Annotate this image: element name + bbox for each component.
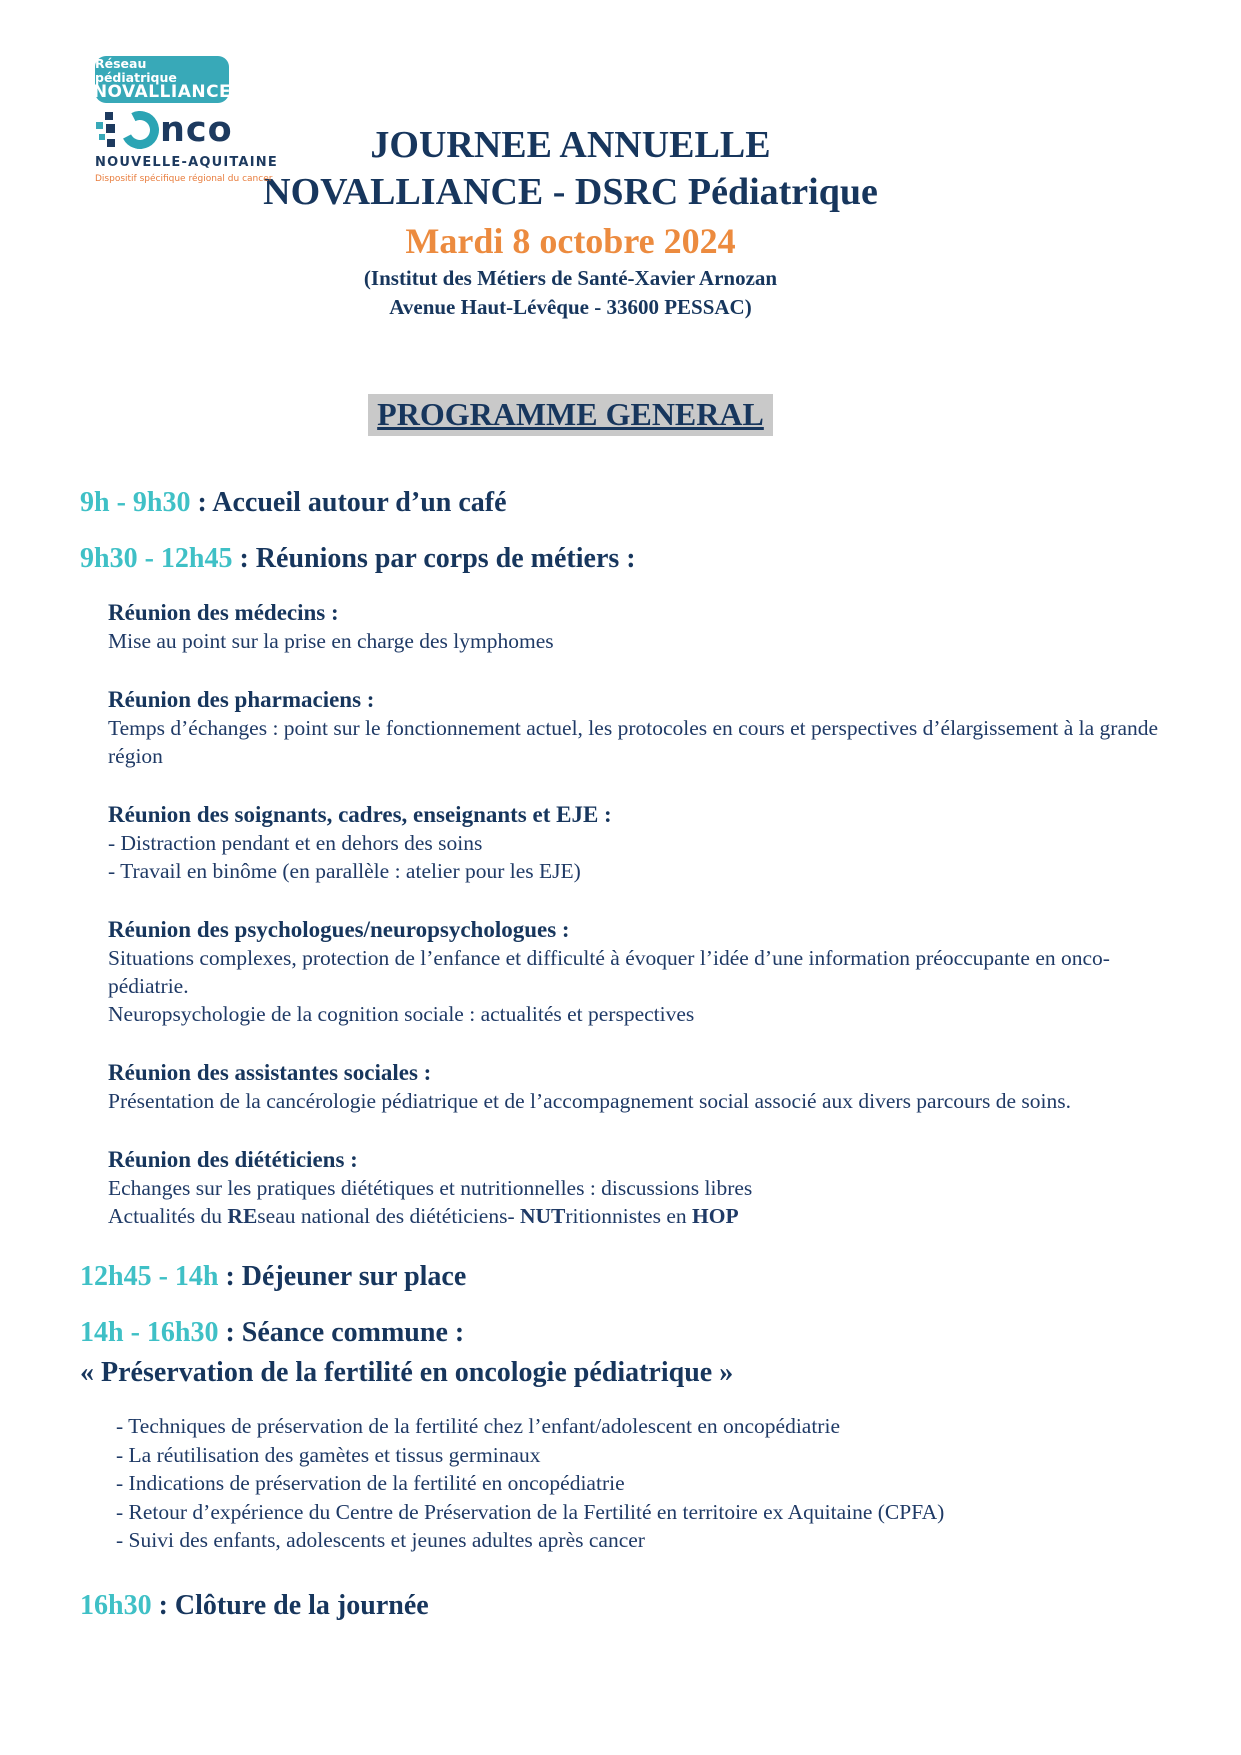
title-line2: NOVALLIANCE - DSRC Pédiatrique <box>263 171 878 213</box>
bullet-item: - Retour d’expérience du Centre de Préservation de la Fertilité en territoire ex Aquitaine (CPFA) <box>116 1499 945 1524</box>
meeting-heading: Réunion des médecins : <box>108 600 339 626</box>
slot-title: Séance commune : <box>241 1317 465 1349</box>
meeting-heading: Réunion des assistantes sociales : <box>108 1060 432 1086</box>
onco-brand-text: nco <box>160 109 233 150</box>
slot-title: Clôture de la journée <box>174 1589 429 1621</box>
schedule-slot <box>80 1589 1161 1623</box>
bullet-item: - Indications de préservation de la fertilité en oncopédiatrie <box>116 1471 625 1496</box>
bullet-item: - La réutilisation des gamètes et tissus germinaux <box>116 1442 541 1467</box>
programme-banner-wrap <box>0 394 1241 436</box>
novalliance-badge <box>92 56 232 103</box>
title-line1: JOURNEE ANNUELLE <box>370 124 771 166</box>
event-date: Mardi 8 octobre 2024 <box>405 221 736 261</box>
venue-line2: Avenue Haut-Lévêque - 33600 PESSAC) <box>389 295 752 319</box>
meeting-heading: Réunion des diététiciens : <box>108 1147 358 1173</box>
schedule-slot <box>80 1316 1161 1390</box>
meeting-block <box>108 800 1161 885</box>
meeting-block <box>108 1145 1161 1230</box>
schedule <box>0 436 1241 1623</box>
onco-o-icon <box>116 106 164 154</box>
meeting-block <box>108 685 1161 770</box>
slot-title: Déjeuner sur place <box>241 1261 467 1293</box>
meeting-line: - Travail en binôme (en parallèle : atelier pour les EJE) <box>108 859 581 884</box>
slot-time: 9h - 9h30 <box>80 487 191 519</box>
meeting-line: - Distraction pendant et en dehors des soins <box>108 831 483 856</box>
programme-banner-title: PROGRAMME GENERAL <box>368 394 773 436</box>
bullet-list <box>116 1412 1161 1555</box>
slot-separator: : <box>225 1261 235 1293</box>
slot-time: 14h - 16h30 <box>80 1317 219 1349</box>
logo-tagline: Dispositif spécifique régional du cancer <box>95 174 273 184</box>
meeting-block <box>108 598 1161 655</box>
bullet-item: - Suivi des enfants, adolescents et jeunes adultes après cancer <box>116 1528 645 1553</box>
meeting-line: Neuropsychologie de la cognition sociale : actualités et perspectives <box>108 1002 695 1027</box>
slot-separator: : <box>197 487 207 519</box>
badge-line2: NOVALLIANCE <box>92 81 232 102</box>
meeting-block <box>108 1058 1161 1115</box>
meeting-line: Présentation de la cancérologie pédiatrique et de l’accompagnement social associé aux divers parcours de soins. <box>108 1089 1071 1114</box>
slot-separator: : <box>158 1589 168 1621</box>
onco-novalliance-logo <box>92 56 278 184</box>
meeting-heading: Réunion des pharmaciens : <box>108 687 375 713</box>
meeting-line: Temps d’échanges : point sur le fonctionnement actuel, les protocoles en cours et perspectives d’élargissement à la grande région <box>108 716 1159 769</box>
meeting-line: Actualités du REseau national des diététiciens- NUTritionnistes en HOP <box>108 1204 739 1229</box>
bullet-item: - Techniques de préservation de la fertilité chez l’enfant/adolescent en oncopédiatrie <box>116 1414 840 1439</box>
meeting-line: Echanges sur les pratiques diététiques et nutritionnelles : discussions libres <box>108 1176 753 1201</box>
meeting-heading: Réunion des soignants, cadres, enseignants et EJE : <box>108 802 612 828</box>
meeting-heading: Réunion des psychologues/neuropsychologues : <box>108 917 570 943</box>
slot-time: 9h30 - 12h45 <box>80 543 233 575</box>
meeting-block <box>108 915 1161 1028</box>
onco-wordmark <box>95 109 245 151</box>
schedule-slot <box>80 1260 1161 1294</box>
badge-line1: Réseau pédiatrique <box>95 56 177 85</box>
meeting-line: Situations complexes, protection de l’enfance et difficulté à évoquer l’idée d’une information préoccupante en onco-pédiatrie. <box>108 946 1110 999</box>
slot-separator: : <box>225 1317 235 1349</box>
slot-time: 12h45 - 14h <box>80 1261 219 1293</box>
onco-pixel-dots-icon <box>95 110 121 150</box>
meeting-line: Mise au point sur la prise en charge des lymphomes <box>108 629 554 654</box>
slot-title: Accueil autour d’un café <box>212 487 507 519</box>
slot-title: Réunions par corps de métiers : <box>255 543 636 575</box>
slot-separator: : <box>239 543 249 575</box>
slot-subtitle: « Préservation de la fertilité en oncologie pédiatrique » <box>80 1357 734 1389</box>
venue-line1: (Institut des Métiers de Santé-Xavier Arnozan <box>363 266 778 290</box>
schedule-slot <box>80 486 1161 520</box>
slot-time: 16h30 <box>80 1589 152 1621</box>
schedule-slot <box>80 542 1161 576</box>
logo-region-text: NOUVELLE-AQUITAINE <box>95 155 278 170</box>
